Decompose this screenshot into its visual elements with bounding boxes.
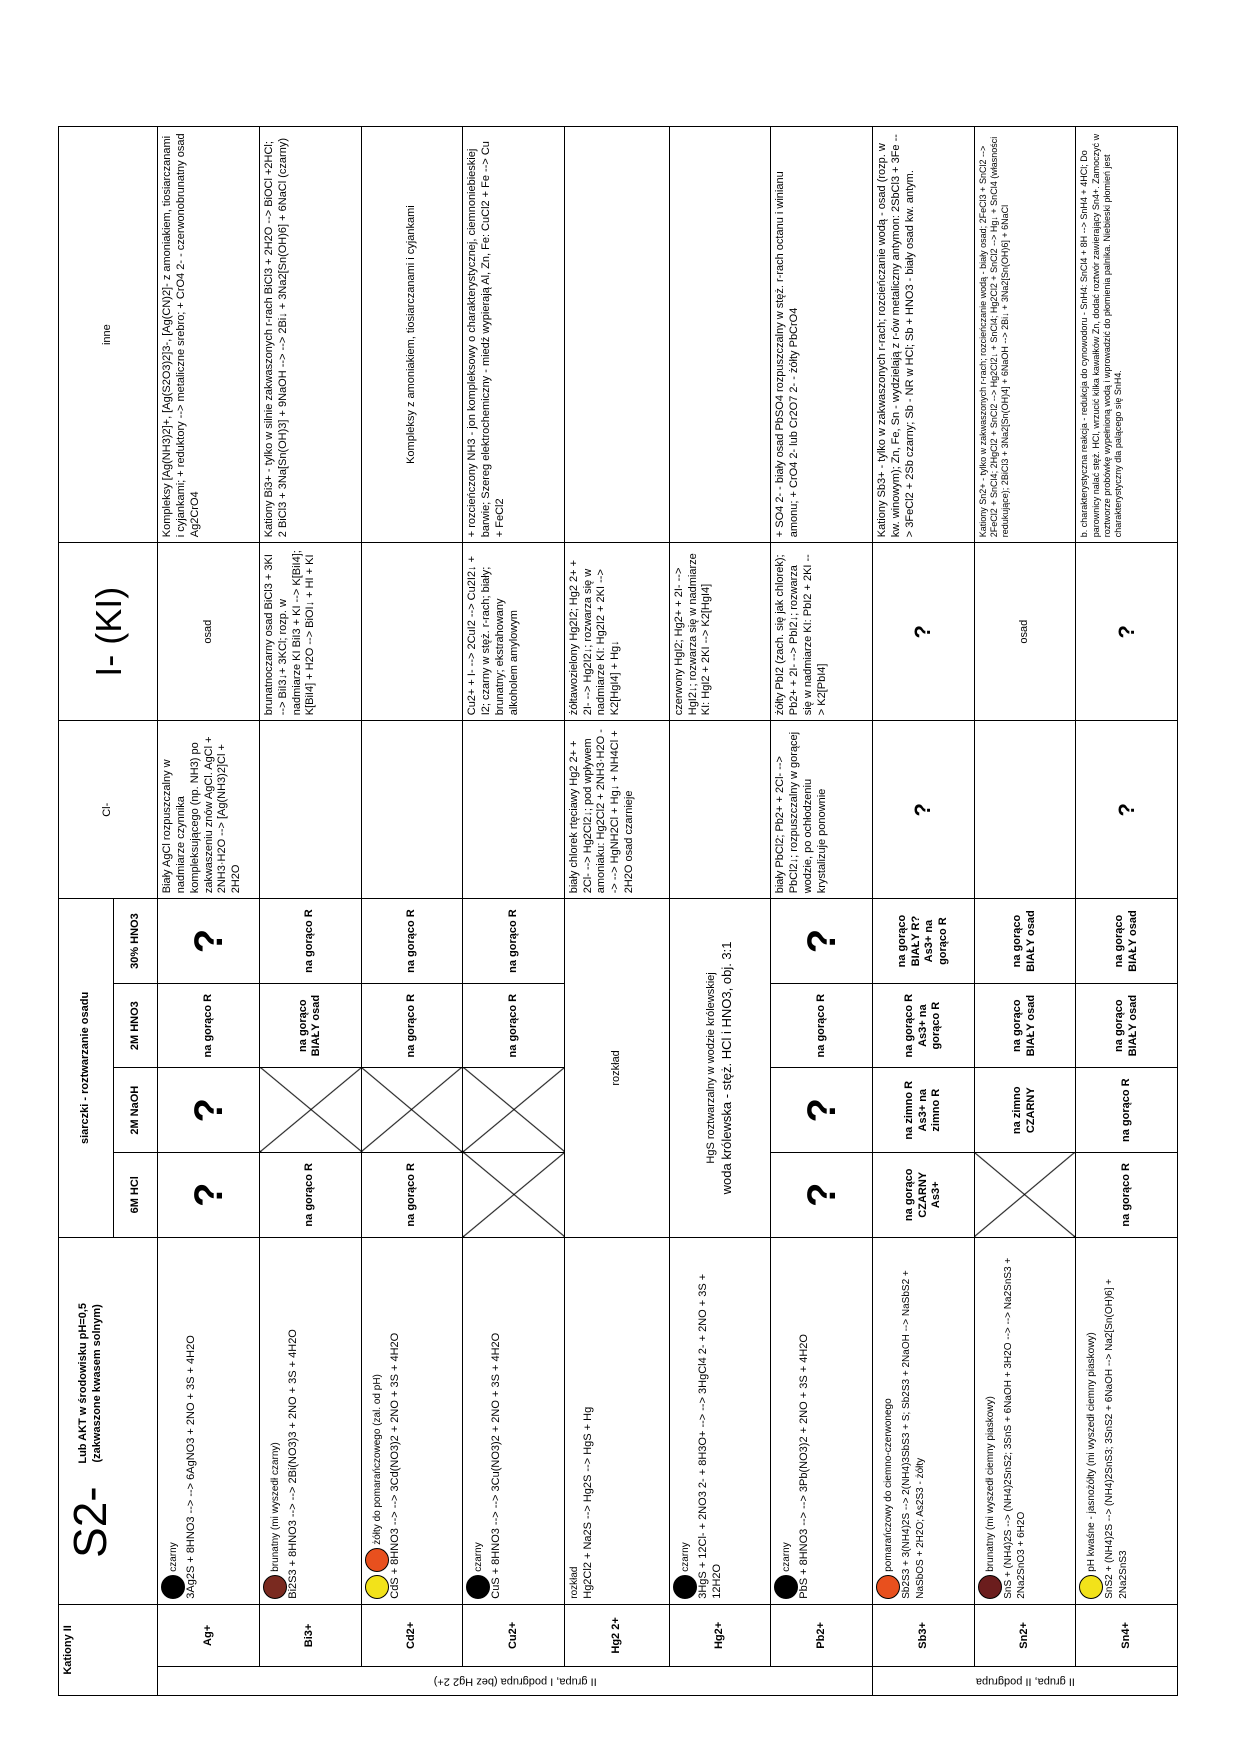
i-cell: brunatnoczarny osad BiCl3 + 3KI --> BiI3↓+ 3KCl; rozp. w nadmiarze KI BiI3 + KI --> K[BiI4]; K[BiI4] + H2O --> BiOI↓ + HI + KI xyxy=(260,543,362,721)
table-row xyxy=(260,127,362,1696)
hno3-2m-cell: na gorąco R xyxy=(771,983,873,1068)
naoh-cell-crossed xyxy=(463,1068,565,1153)
ion-cell: Hg2+ xyxy=(669,1604,771,1666)
precipitate-color-swatch xyxy=(263,1575,287,1599)
other-cell: + rozcieńczony NH3 - jon kompleksowy o charakterystycznej, ciemnoniebieskiej barwie; Szereg elektrochemiczny - miedź wypierają Al, Zn, Fe: CuCl2 + Fe --> Cu + FeCl2 xyxy=(463,127,565,543)
ion-cell: Hg2 2+ xyxy=(564,1604,669,1666)
hno3-30-cell: ? xyxy=(158,899,260,984)
naoh-cell: na gorąco R xyxy=(1076,1068,1178,1153)
cation-table xyxy=(58,126,1178,1696)
aqua-regia-cell: HgS roztwarzalny w wodzie królewskiej woda królewska - stęż. HCl i HNO3, obj. 3:1 xyxy=(669,899,771,1237)
i-cell: osad xyxy=(974,543,1076,721)
hno3-30-cell: na gorąco BIAŁY osad xyxy=(1076,899,1178,984)
i-cell: Cu2+ + I- --> 2CuI2 --> Cu2I2↓ + I2; czarny w stęż. r-rach; biały; brunatny; ekstrahowany alkoholem amylowym xyxy=(463,543,565,721)
dissolution-header: siarczki - roztwarzanie osadu xyxy=(59,899,114,1237)
chloride-header: Cl- xyxy=(59,721,158,899)
decomposition-cell: rozkład xyxy=(564,899,669,1237)
hcl-cell: na gorąco R xyxy=(260,1153,362,1238)
table-row xyxy=(361,127,463,1696)
precipitate-color-swatch xyxy=(978,1575,1002,1599)
table-title: Kationy II xyxy=(59,1604,158,1695)
s2-cell: brunatny (mi wyszedł czarny) Bi2S3 + 8HNO3 --> --> 2Bi(NO3)3 + 2NO + 3S + 4H2O xyxy=(260,1237,362,1604)
cl-cell xyxy=(361,721,463,899)
cl-cell xyxy=(974,721,1076,899)
s2-cell: czarny CuS + 8HNO3 --> --> 3Cu(NO3)2 + 2NO + 3S + 4H2O xyxy=(463,1237,565,1604)
i-cell: ? xyxy=(873,543,975,721)
ion-cell: Pb2+ xyxy=(771,1604,873,1666)
hcl-cell: na gorąco CZARNY As3+ xyxy=(873,1153,975,1238)
table-row xyxy=(873,127,975,1696)
group-label-1: II grupa, I podgrupa (bez Hg2 2+) xyxy=(158,1667,873,1696)
other-cell: Kationy Sn2+ - tylko w zakwaszonych r-rach; rozcieńczanie wodą - biały osad; 2FeCl3 + SnCl2 --> 2FeCl2 + SnCl4; 2HgCl2 + SnCl2 --> Hg2Cl2↓ + SnCl4; Hg2Cl2 + SnCl2 --> Hg↓ + SnCl4 (własności redukujące); 2BiCl3 + 3Na2[Sn(OH)4] + 6NaOH --> 2Bi↓ + 3Na2[Sn(OH)6] + 6NaCl xyxy=(974,127,1076,543)
hno3-2m-cell: na gorąco BIAŁY osad xyxy=(1076,983,1178,1068)
s2-label: S2- xyxy=(64,1486,116,1558)
table-row xyxy=(669,127,771,1696)
precipitate-color-swatch xyxy=(876,1575,900,1599)
precipitate-color-swatch xyxy=(365,1575,389,1599)
ion-cell: Cu2+ xyxy=(463,1604,565,1666)
hcl-cell-crossed xyxy=(463,1153,565,1238)
naoh-cell-crossed xyxy=(260,1068,362,1153)
precipitate-color-swatch xyxy=(774,1575,798,1599)
precipitate-color-swatch-2 xyxy=(365,1548,389,1572)
naoh-cell: ? xyxy=(771,1068,873,1153)
precipitate-color-swatch xyxy=(161,1575,185,1599)
s2-cell: czarny 3Ag2S + 8HNO3 --> --> 6AgNO3 + 2NO + 3S + 4H2O xyxy=(158,1237,260,1604)
naoh-cell: na zimno CZARNY xyxy=(974,1068,1076,1153)
table-row xyxy=(463,127,565,1696)
i-cell: osad xyxy=(158,543,260,721)
hno3-30-cell: ? xyxy=(771,899,873,984)
ion-cell: Bi3+ xyxy=(260,1604,362,1666)
hcl-header: 6M HCl xyxy=(114,1153,158,1238)
hno3-30-cell: na gorąco BIAŁY osad xyxy=(974,899,1076,984)
hno3-2m-cell: na gorąco R As3+ na gorąco R xyxy=(873,983,975,1068)
s2-cell: czarny 3HgS + 12Cl- + 2NO3 2- + 8H3O+ --> --> 3HgCl4 2- + 2NO + 3S + 12H2O xyxy=(669,1237,771,1604)
naoh-cell: na zimno R As3+ na zimno R xyxy=(873,1068,975,1153)
ion-cell: Sn4+ xyxy=(1076,1604,1178,1666)
s2-cell: pH kwaśne - jasnożółty (mi wyszedł ciemny piaskowy) SnS2 + (NH4)2S --> (NH4)2SnS3; 3SnS2 + 6NaOH --> Na2[Sn(OH)6] + 2Na2SnS3 xyxy=(1076,1237,1178,1604)
i-cell: czerwony HgI2; Hg2+ + 2I- --> HgI2↓; rozwarza się w nadmiarze KI: HgI2 + 2KI --> K2[HgI4] xyxy=(669,543,771,721)
other-cell: Kompleksy [Ag(NH3)2]+, [Ag(S2O3)2]3-, [Ag(CN)2]- z amoniakiem, tiosiarczanami i cyjankami; + reduktory --> metaliczne srebro; + CrO4 2- - czerwonobrunatny osad Ag2CrO4 xyxy=(158,127,260,543)
hno3-2m-cell: na gorąco R xyxy=(361,983,463,1068)
i-cell: ? xyxy=(1076,543,1178,721)
precipitate-color-swatch xyxy=(1079,1575,1103,1599)
s2-cell: żółty do pomarańczowego (zal. od pH) CdS + 8HNO3 --> --> 3Cd(NO3)2 + 2NO + 3S + 4H2O xyxy=(361,1237,463,1604)
table-row xyxy=(564,127,669,1696)
hno3-2m-cell: na gorąco BIAŁY osad xyxy=(974,983,1076,1068)
other-cell: + SO4 2- - biały osad PbSO4 rozpuszczalny w stęż. r-rach octanu i winianu amonu; + CrO4 2- lub Cr2O7 2- - żółty PbCrO4 xyxy=(771,127,873,543)
i-cell: żółtawozielony Hg2I2; Hg2 2+ + 2I- --> Hg2I2↓; rozwarza się w nadmiarze KI: Hg2I2 + 2KI --> K2[HgI4] + Hg↓ xyxy=(564,543,669,721)
other-cell xyxy=(669,127,771,543)
iodide-header: I- (KI) xyxy=(59,543,158,721)
s2-note: Lub AKT w środowisku pH=0,5 (zakwaszone kwasem solnym) xyxy=(77,1303,103,1464)
s2-cell: rozkład Hg2Cl2 + Na2S --> Hg2S --> HgS + Hg xyxy=(564,1237,669,1604)
i-cell xyxy=(361,543,463,721)
cl-cell: Biały AgCl rozpuszczalny w nadmiarze czynnika kompleksującego (np. NH3) po zakwaszeniu znów AgCl. AgCl + 2NH3·H2O --> [Ag(NH3)2]Cl + 2H2O xyxy=(158,721,260,899)
hcl-cell: na gorąco R xyxy=(1076,1153,1178,1238)
hcl-cell: ? xyxy=(771,1153,873,1238)
hno3-30-header: 30% HNO3 xyxy=(114,899,158,984)
precipitate-color-swatch xyxy=(466,1575,490,1599)
precipitate-color-swatch xyxy=(673,1575,697,1599)
hcl-cell: na gorąco R xyxy=(361,1153,463,1238)
hno3-30-cell: na gorąco R xyxy=(361,899,463,984)
naoh-cell-crossed xyxy=(361,1068,463,1153)
table-row xyxy=(771,127,873,1696)
ion-cell: Sn2+ xyxy=(974,1604,1076,1666)
i-cell: żółty PbI2 (zach. się jak chlorek); Pb2+ + 2I- --> PbI2↓; rozwarza się w nadmiarze KI: PbI2 + 2KI --> K2[PbI4] xyxy=(771,543,873,721)
hno3-2m-cell: na gorąco R xyxy=(158,983,260,1068)
hno3-30-cell: na gorąco R xyxy=(463,899,565,984)
other-cell: Kationy Sb3+ - tylko w zakwaszonych r-rach; rozcieńczanie wodą - osad (rozp. w kw. winowym); Zn, Fe, Sn - wydzielają z r-ów metaliczny antymon: 2SbCl3 + 3Fe --> 3FeCl2 + 2Sb czarny; Sb - NR w HCl; Sb + HNO3 - biały osad kw. antym. xyxy=(873,127,975,543)
naoh-header: 2M NaOH xyxy=(114,1068,158,1153)
hno3-30-cell: na gorąco R xyxy=(260,899,362,984)
other-header: inne xyxy=(59,127,158,543)
table-row xyxy=(1076,127,1178,1696)
cl-cell xyxy=(260,721,362,899)
hcl-cell-crossed xyxy=(974,1153,1076,1238)
cl-cell: ? xyxy=(1076,721,1178,899)
cl-cell: biały chlorek rtęciawy Hg2 2+ + 2Cl- --> Hg2Cl2↓; pod wpływem amoniaku: Hg2Cl2 + 2NH3·H2O --> --> HgNH2Cl + Hg↓ + NH4Cl + 2H2O osad czarnieje xyxy=(564,721,669,899)
cl-cell: ? xyxy=(873,721,975,899)
other-cell: Kompleksy z amoniakiem, tiosiarczanami i cyjankami xyxy=(361,127,463,543)
ion-cell: Ag+ xyxy=(158,1604,260,1666)
table-row xyxy=(158,127,260,1696)
other-cell xyxy=(564,127,669,543)
reference-sheet xyxy=(58,126,1178,1696)
hno3-30-cell: na gorąco BIAŁY R? As3+ na gorąco R xyxy=(873,899,975,984)
hno3-2m-header: 2M HNO3 xyxy=(114,983,158,1068)
s2-cell: brunatny (mi wyszedł ciemny piaskowy) SnS + (NH4)2S --> (NH4)2SnS2; 3SnS + 6NaOH + 3H2O --> --> Na2SnS3 + 2Na2SnO3 + 6H2O xyxy=(974,1237,1076,1604)
hcl-cell: ? xyxy=(158,1153,260,1238)
cl-cell: biały PbCl2; Pb2+ + 2Cl- --> PbCl2↓; rozpuszczalny w gorącej wodzie, po ochłodzeniu krystalizuje ponownie xyxy=(771,721,873,899)
s2-cell: pomarańczowy do ciemno-czerwonego Sb2S3 + 3(NH4)2S --> 2(NH4)3SbS3 + S; Sb2S3 + 2NaOH --> NaSbS2 + NaSbOS + 2H2O; As2S3 - żółty xyxy=(873,1237,975,1604)
hno3-2m-cell: na gorąco R xyxy=(463,983,565,1068)
ion-cell: Sb3+ xyxy=(873,1604,975,1666)
other-cell: Kationy Bi3+ - tylko w silnie zakwaszonych r-rach BiCl3 + 2H2O --> BiOCl +2HCl; 2 BiCl3 + 3Na[Sn(OH)3] + 9NaOH --> --> 2Bi↓ + 3Na2[Sn(OH)6] + 6NaCl (czarny) xyxy=(260,127,362,543)
cl-cell xyxy=(669,721,771,899)
sulfide-header xyxy=(59,1237,158,1604)
hno3-2m-cell: na gorąco BIAŁY osad xyxy=(260,983,362,1068)
cl-cell xyxy=(463,721,565,899)
table-row xyxy=(974,127,1076,1696)
s2-cell: czarny PbS + 8HNO3 --> --> 3Pb(NO3)2 + 2NO + 3S + 4H2O xyxy=(771,1237,873,1604)
naoh-cell: ? xyxy=(158,1068,260,1153)
ion-cell: Cd2+ xyxy=(361,1604,463,1666)
other-cell: b. charakterystyczna reakcja - redukcja do cynowodoru - SnH4: SnCl4 + 8H --> SnH4 + 4HCl; Do parownicy nalać stęż. HCl, wrzucić kilka kawałków Zn, dodać roztwór zawierający Sn4+. Zamoczyć w roztworze probówkę wypełnioną wodą i wprowadzić do płomienia palnika. Niebieski płomień jest charakterystyczny dla palącego się SnH4. xyxy=(1076,127,1178,543)
group-label-2: II grupa, II podgrupa xyxy=(873,1667,1178,1696)
